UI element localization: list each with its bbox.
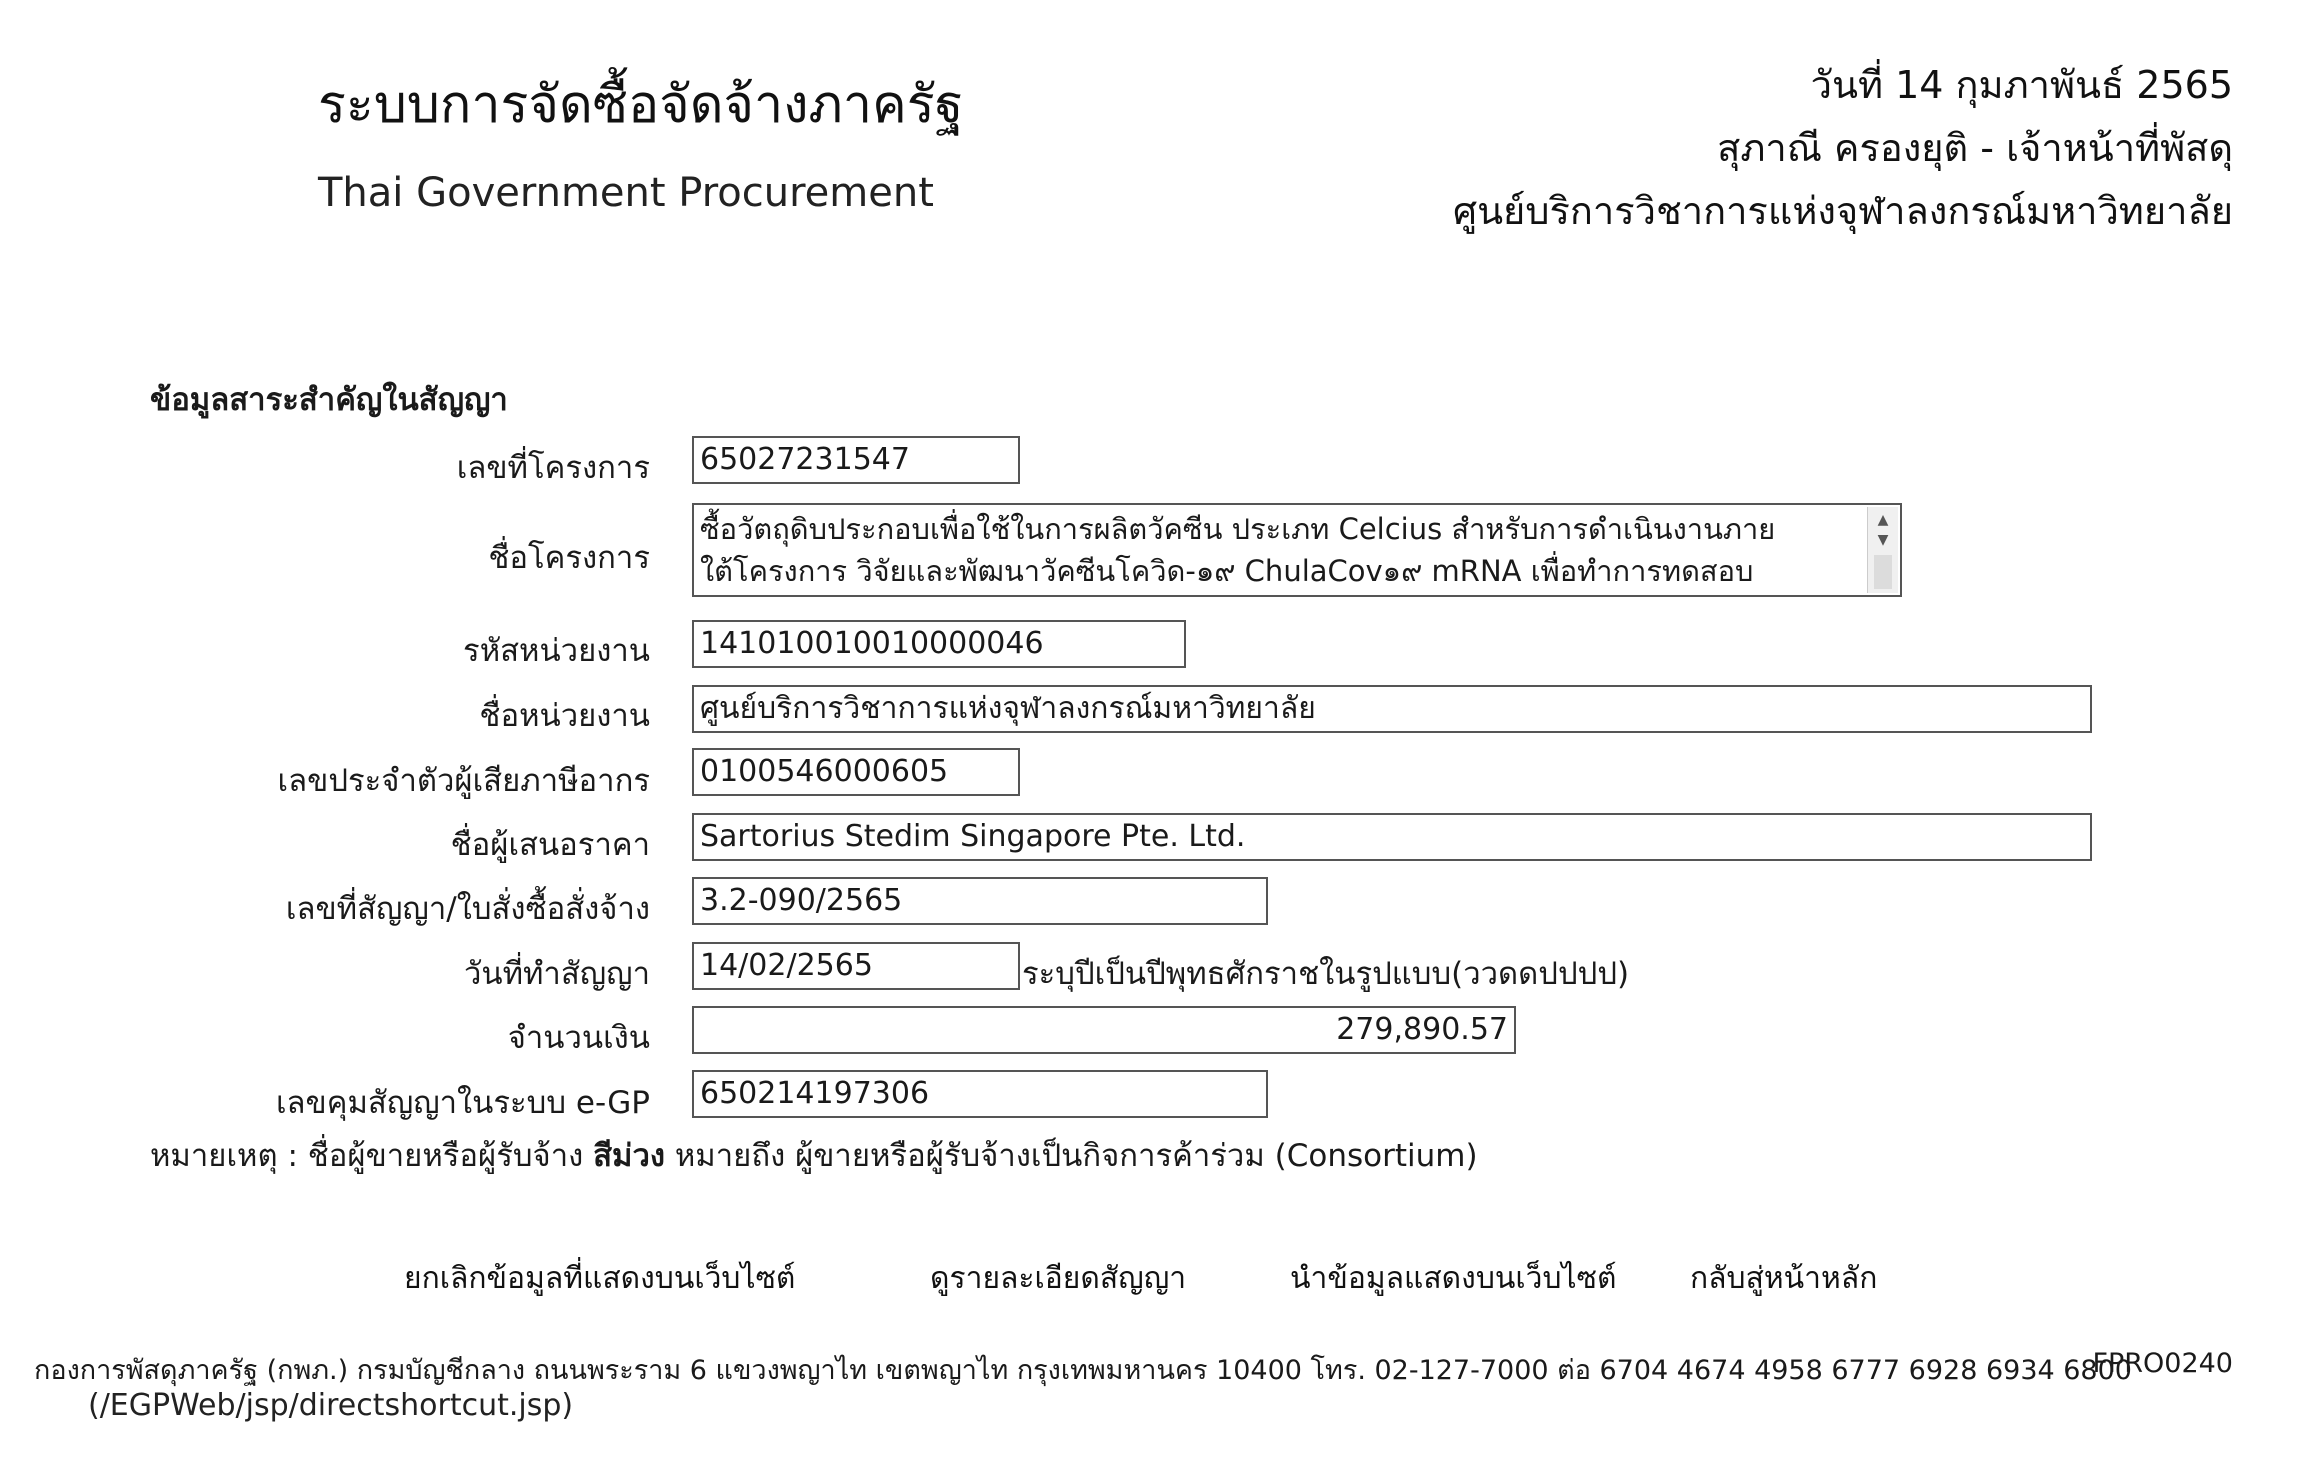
amount-label: จำนวนเงิน <box>507 1020 650 1056</box>
scroll-thumb[interactable] <box>1874 555 1892 589</box>
contract-no-label: เลขที่สัญญา/ใบสั่งซื้อสั่งจ้าง <box>285 891 650 927</box>
scroll-down-icon[interactable]: ▼ <box>1877 532 1889 548</box>
cancel-website-link[interactable]: ยกเลิกข้อมูลที่แสดงบนเว็บไซต์ <box>404 1261 796 1296</box>
agency-name-field[interactable]: ศูนย์บริการวิชาการแห่งจุฬาลงกรณ์มหาวิทยาลัย <box>692 685 2092 733</box>
project-name-line-1: ซื้อวัตถุดิบประกอบเพื่อใช้ในการผลิตวัคซีน ประเภท Celcius สำหรับการดำเนินงานภาย <box>700 512 1776 546</box>
egp-no-label: เลขคุมสัญญาในระบบ e-GP <box>275 1085 650 1121</box>
header-organization: ศูนย์บริการวิชาการแห่งจุฬาลงกรณ์มหาวิทยาลัย <box>1452 189 2233 233</box>
footer-address: กองการพัสดุภาครัฐ (กพภ.) กรมบัญชีกลาง ถนนพระราม 6 แขวงพญาไท เขตพญาไท กรุงเทพมหานคร 10400 โทร. 02-127-7000 ต่อ 6704 4674 4958 6777 6928 6934 6800 <box>34 1355 2132 1386</box>
bidder-label: ชื่อผู้เสนอราคา <box>450 827 650 863</box>
note-suffix: หมายถึง ผู้ขายหรือผู้รับจ้างเป็นกิจการค้าร่วม (Consortium) <box>674 1138 1478 1174</box>
system-title-thai: ระบบการจัดซื้อจัดจ้างภาครัฐ <box>318 75 964 135</box>
footer-page-path: (/EGPWeb/jsp/directshortcut.jsp) <box>88 1388 574 1423</box>
project-name-line-2: ใต้โครงการ วิจัยและพัฒนาวัคซีนโควิด-๑๙ ChulaCov๑๙ mRNA เพื่อทำการทดสอบ <box>700 554 1754 588</box>
footer-page-code: FPRO0240 <box>2092 1348 2233 1379</box>
header-date: วันที่ 14 กุมภาพันธ์ 2565 <box>1810 63 2233 107</box>
note-highlight: สีม่วง <box>593 1138 666 1174</box>
contract-no-field[interactable]: 3.2-090/2565 <box>692 877 1268 925</box>
section-title: ข้อมูลสาระสำคัญในสัญญา <box>150 382 508 418</box>
publish-website-link[interactable]: นำข้อมูลแสดงบนเว็บไซต์ <box>1290 1261 1617 1296</box>
agency-code-label: รหัสหน่วยงาน <box>463 633 650 669</box>
consortium-note <box>150 1130 1478 1180</box>
scroll-up-icon[interactable]: ▲ <box>1877 512 1889 528</box>
contract-date-field[interactable]: 14/02/2565 <box>692 942 1020 990</box>
contract-date-hint: ระบุปีเป็นปีพุทธศักราชในรูปแบบ(ววดดปปปป) <box>1022 956 1630 992</box>
note-prefix: หมายเหตุ : ชื่อผู้ขายหรือผู้รับจ้าง <box>150 1138 584 1174</box>
egp-no-field[interactable]: 650214197306 <box>692 1070 1268 1118</box>
project-no-label: เลขที่โครงการ <box>456 450 650 486</box>
agency-code-field[interactable]: 141010010010000046 <box>692 620 1186 668</box>
back-home-link[interactable]: กลับสู่หน้าหลัก <box>1690 1261 1878 1296</box>
tax-id-field[interactable]: 0100546000605 <box>692 748 1020 796</box>
contract-date-label: วันที่ทำสัญญา <box>463 956 650 992</box>
bidder-field[interactable]: Sartorius Stedim Singapore Pte. Ltd. <box>692 813 2092 861</box>
tax-id-label: เลขประจำตัวผู้เสียภาษีอากร <box>277 763 650 799</box>
header-user: สุภาณี ครองยุติ - เจ้าหน้าที่พัสดุ <box>1717 126 2233 170</box>
system-title-english: Thai Government Procurement <box>318 170 934 216</box>
view-contract-link[interactable]: ดูรายละเอียดสัญญา <box>930 1261 1187 1296</box>
textarea-scrollbar[interactable] <box>1867 507 1898 593</box>
project-name-label: ชื่อโครงการ <box>488 540 650 576</box>
project-no-field[interactable]: 65027231547 <box>692 436 1020 484</box>
project-name-textarea[interactable] <box>692 503 1902 597</box>
agency-name-label: ชื่อหน่วยงาน <box>479 698 650 734</box>
amount-field[interactable]: 279,890.57 <box>692 1006 1516 1054</box>
